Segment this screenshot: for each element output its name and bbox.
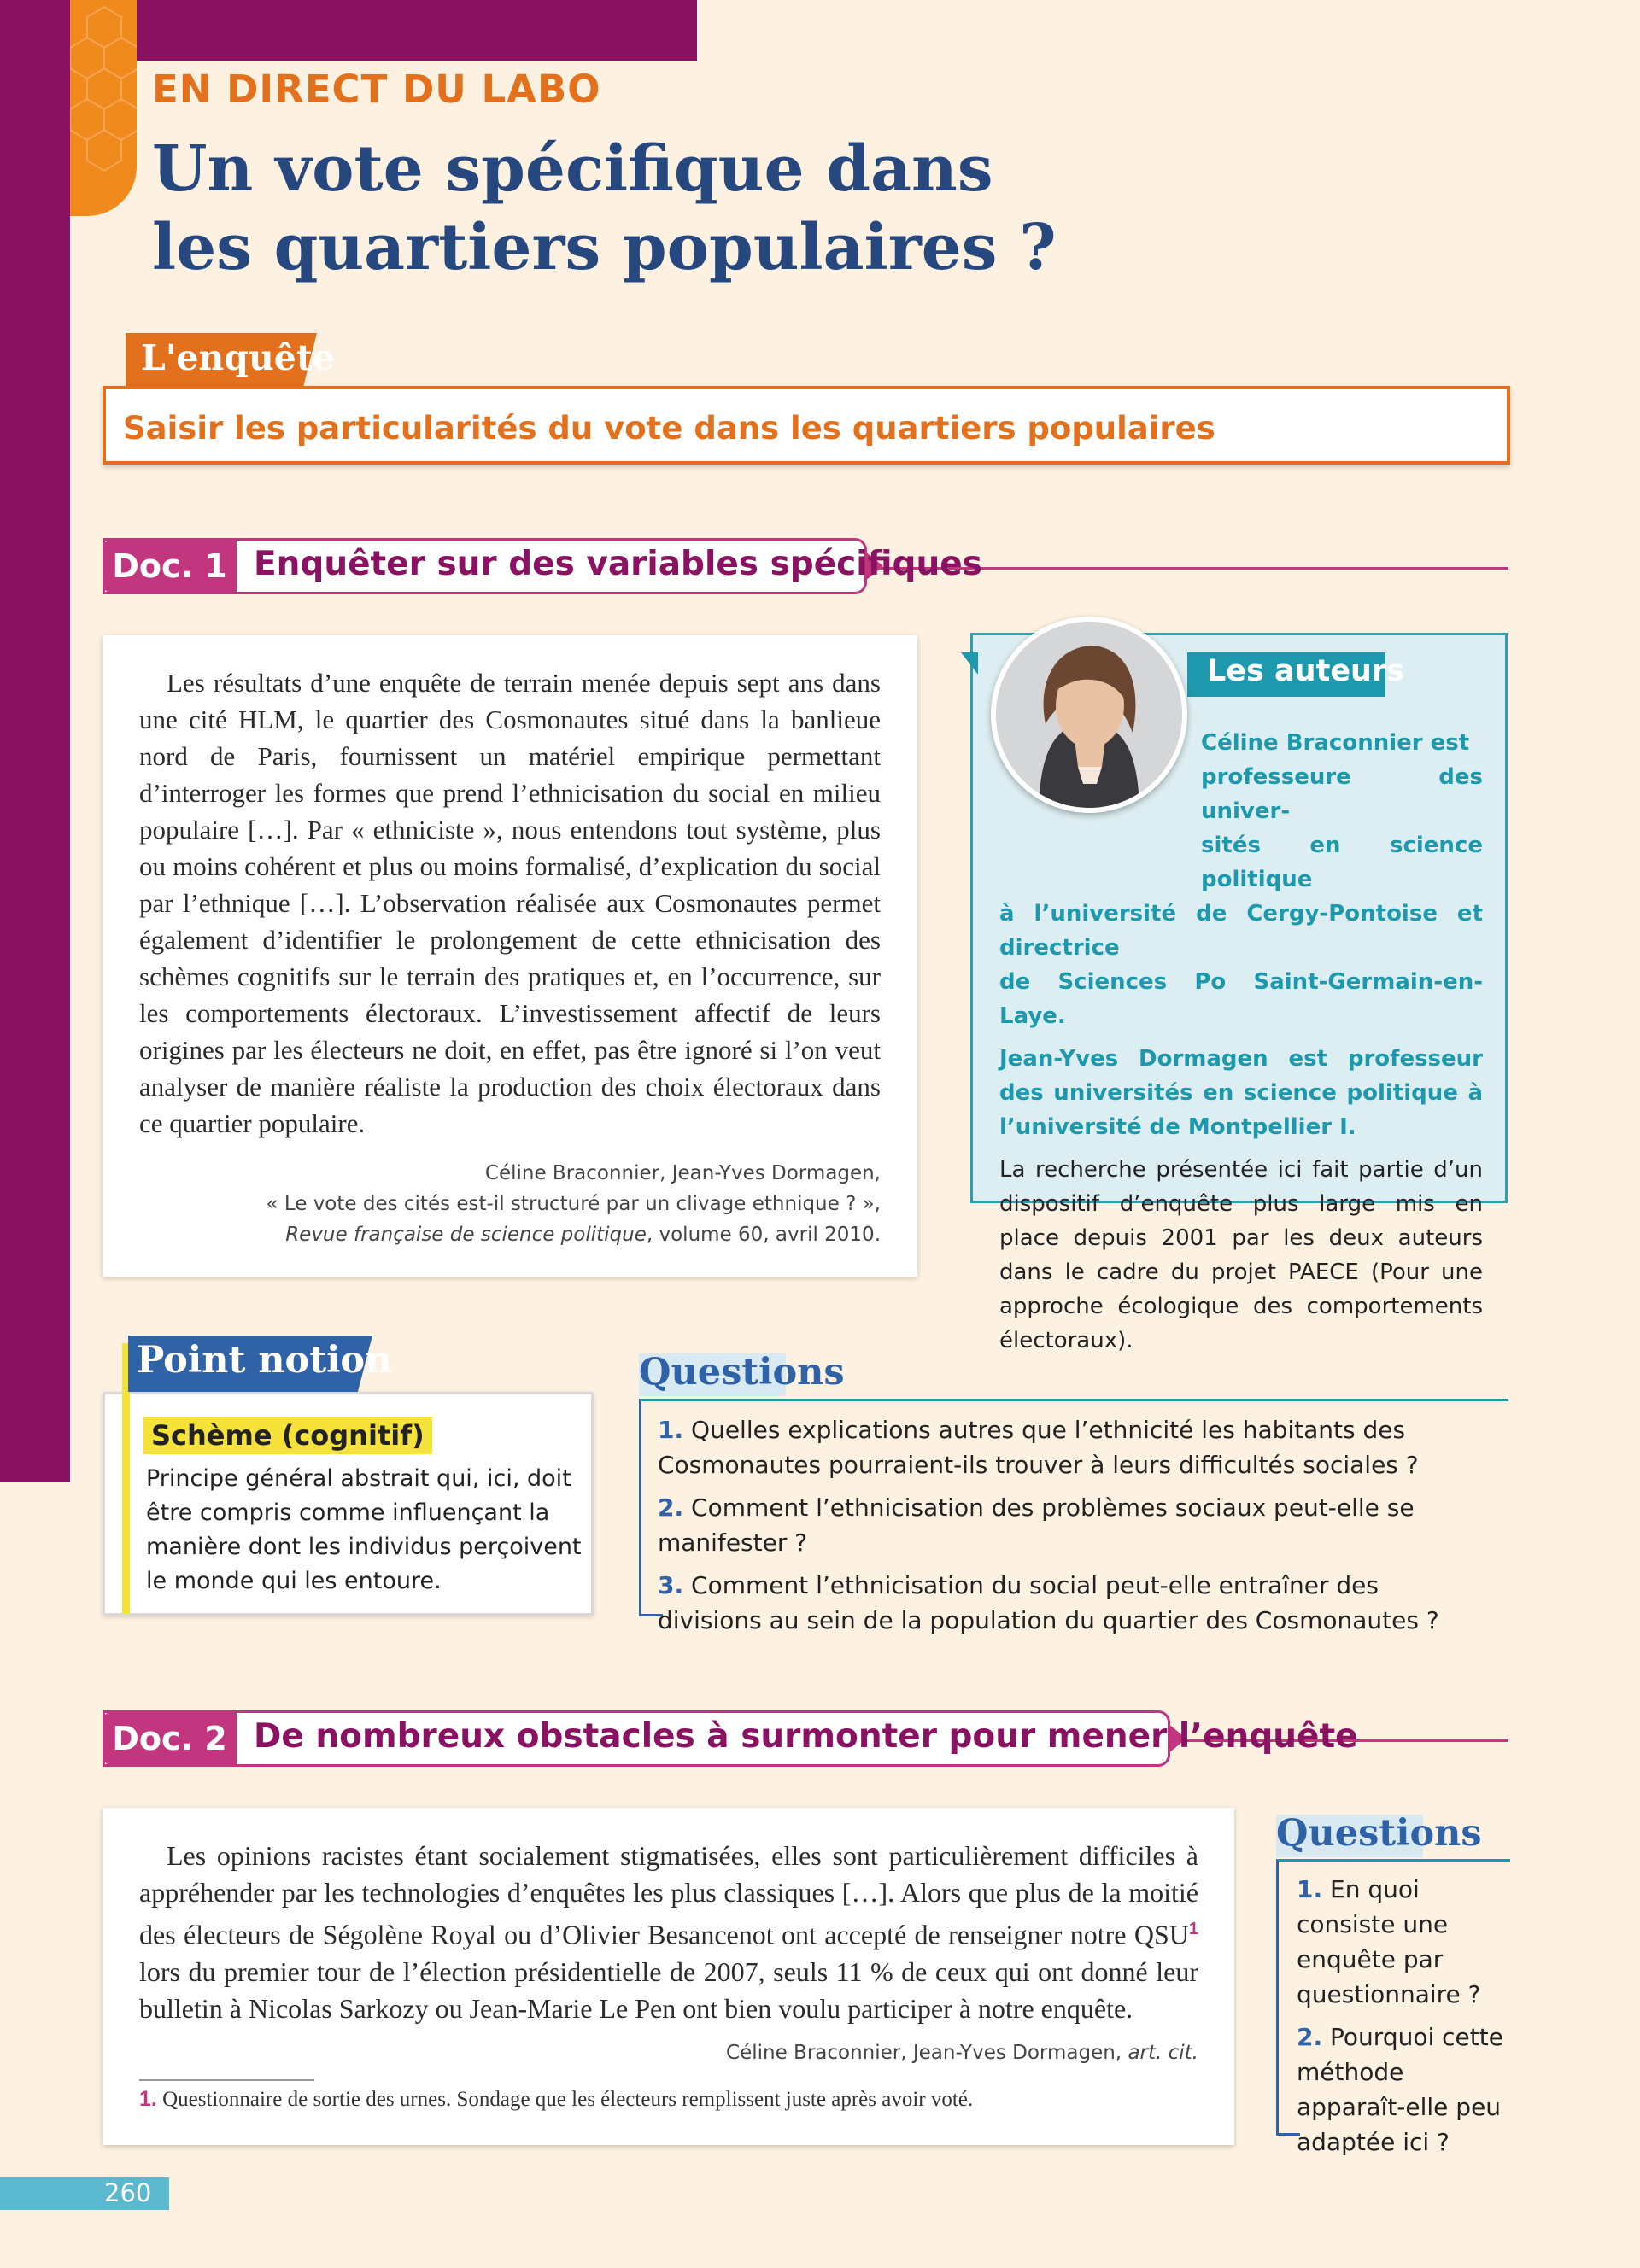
doc1-paragraph: Les résultats d’une enquête de terrain menée depuis sept ans dans une cité HLM, le quartier des Cosmonautes situé dans la banlieue nord de Paris, fournissent un matériel empirique permettant d’interroger les formes que prend l’ethnicisation du social en milieu populaire […]. Par « ethniciste », nous entendons tout système, plus ou moins cohérent et plus ou moins formalisé, d’explication du social par l’ethnique […]. L’observation réalisée aux Cosmonautes permet également d’identifier le prolongement de cette ethnicisation des schèmes cognitifs sur le terrain des pratiques et, en l’occurrence, sur les comportements électoraux. L’investissement affectif de leurs origines par les électeurs ne doit, en effet, pas être ignoré si l’on veut analyser de manière réaliste la production des choix électoraux dans ce quartier populaire. <box>139 668 881 1138</box>
author1-line2: professeure des univer- <box>1201 764 1483 824</box>
doc2-paragraph <box>139 1838 1198 2027</box>
questions1-list <box>658 1412 1508 1638</box>
author1-line3: sités en science politique <box>1201 833 1483 892</box>
authors-content <box>999 726 1483 1358</box>
page-title <box>152 130 1057 287</box>
notion-term: Schème (cognitif) <box>144 1417 432 1454</box>
doc1-source-line3 <box>139 1219 881 1250</box>
hexagon-pattern-icon <box>70 0 137 216</box>
point-notion-label: Point notion <box>137 1339 392 1382</box>
doc1-source-rest: , volume 60, avril 2010. <box>646 1224 881 1246</box>
authors-tag-flap <box>961 652 978 675</box>
authors-note: La recherche présentée ici fait partie d’un dispositif d’enquête plus large mis en place depuis 2001 par les deux auteurs dans le cadre du projet PAECE (Pour une approche écologique des comportements électoraux). <box>999 1157 1483 1353</box>
section-kicker: EN DIRECT DU LABO <box>152 67 601 112</box>
author1-line1: Céline Braconnier est <box>1201 730 1470 756</box>
title-line-2: les quartiers populaires ? <box>152 211 1057 284</box>
title-line-1: Un vote spécifique dans <box>152 132 993 206</box>
authors-tag-label: Les auteurs <box>1207 654 1405 688</box>
question-text: Quelles explications autres que l’ethnicité les habitants des Cosmonautes pourraient-ils trouver à leurs difficultés sociales ? <box>658 1416 1419 1479</box>
question1-1 <box>658 1412 1508 1482</box>
question-number: 2. <box>658 1493 684 1522</box>
author1-line4: à l’université de Cergy-Pontoise et directrice <box>999 901 1483 961</box>
enquete-text: Saisir les particularités du vote dans les quartiers populaires <box>123 410 1215 447</box>
question-text: Comment l’ethnicisation des problèmes sociaux peut-elle se manifester ? <box>658 1493 1414 1557</box>
questions2-list <box>1297 1872 1510 2160</box>
author1-line5: de Sciences Po Saint-Germain-en-Laye. <box>999 969 1483 1029</box>
page-number: 260 <box>104 2178 152 2207</box>
doc2-source-authors: Céline Braconnier, Jean-Yves Dormagen, <box>726 2042 1128 2064</box>
questions2-title: Questions <box>1276 1812 1482 1855</box>
doc1-title: Enquêter sur des variables spécifiques <box>254 545 982 583</box>
doc1-source-journal: Revue française de science politique <box>285 1224 647 1246</box>
enquete-tag-label: L'enquête <box>141 337 335 378</box>
doc2-title: De nombreux obstacles à surmonter pour mener l’enquête <box>254 1717 1358 1756</box>
doc2-source-ref: art. cit. <box>1128 2042 1198 2064</box>
question-text: Comment l’ethnicisation du social peut-elle entraîner des divisions au sein de la population du quartier des Cosmonautes ? <box>658 1571 1439 1634</box>
footnote-ref: 1 <box>1188 1920 1198 1938</box>
corner-decoration <box>70 0 137 216</box>
question-number: 1. <box>658 1416 684 1444</box>
question-number: 2. <box>1297 2023 1323 2051</box>
top-band <box>70 0 697 61</box>
footnote <box>139 2087 973 2112</box>
questions1-title: Questions <box>639 1351 845 1394</box>
footnote-text: Questionnaire de sortie des urnes. Sondage que les électeurs remplissent juste après avoir voté. <box>156 2088 974 2111</box>
author2-bio: Jean-Yves Dormagen est professeur des universités en science politique à l’université de Montpellier I. <box>999 1046 1483 1140</box>
footnote-number: 1. <box>139 2087 157 2111</box>
doc1-source-line2: « Le vote des cités est-il structuré par un clivage ethnique ? », <box>266 1193 881 1215</box>
question-text: En quoi consiste une enquête par questionnaire ? <box>1297 1875 1481 2008</box>
doc1-source <box>139 1158 881 1250</box>
question1-2 <box>658 1490 1508 1560</box>
side-band <box>0 0 70 1482</box>
doc2-number: Doc. 2 <box>102 1710 237 1767</box>
doc2-paragraph-a: Les opinions racistes étant socialement stigmatisées, elles sont particulièrement difficiles à appréhender par les technologies d’enquêtes les plus classiques […]. Alors que plus de la moitié des électeurs de Ségolène Royal ou d’Olivier Besancenot ont accepté de renseigner notre QSU <box>139 1840 1198 1950</box>
question1-3 <box>658 1568 1465 1638</box>
doc1-source-line1: Céline Braconnier, Jean-Yves Dormagen, <box>484 1162 881 1184</box>
doc2-source <box>139 2037 1198 2068</box>
question2-2 <box>1297 2020 1510 2160</box>
doc1-number: Doc. 1 <box>102 538 237 594</box>
question-text: Pourquoi cette méthode apparaît-elle peu adaptée ici ? <box>1297 2023 1503 2156</box>
doc2-paragraph-b: lors du premier tour de l’élection présidentielle de 2007, seuls 11 % de ceux qui ont donné leur bulletin à Nicolas Sarkozy ou Jean-Marie Le Pen ont bien voulu participer à notre enquête. <box>139 1955 1198 2024</box>
question2-1 <box>1297 1872 1510 2012</box>
notion-definition: Principe général abstrait qui, ici, doit être compris comme influençant la manière dont les individus perçoivent le monde qui les entoure. <box>146 1465 582 1594</box>
footnote-rule <box>139 2079 314 2081</box>
question-number: 3. <box>658 1571 684 1599</box>
question-number: 1. <box>1297 1875 1323 1903</box>
